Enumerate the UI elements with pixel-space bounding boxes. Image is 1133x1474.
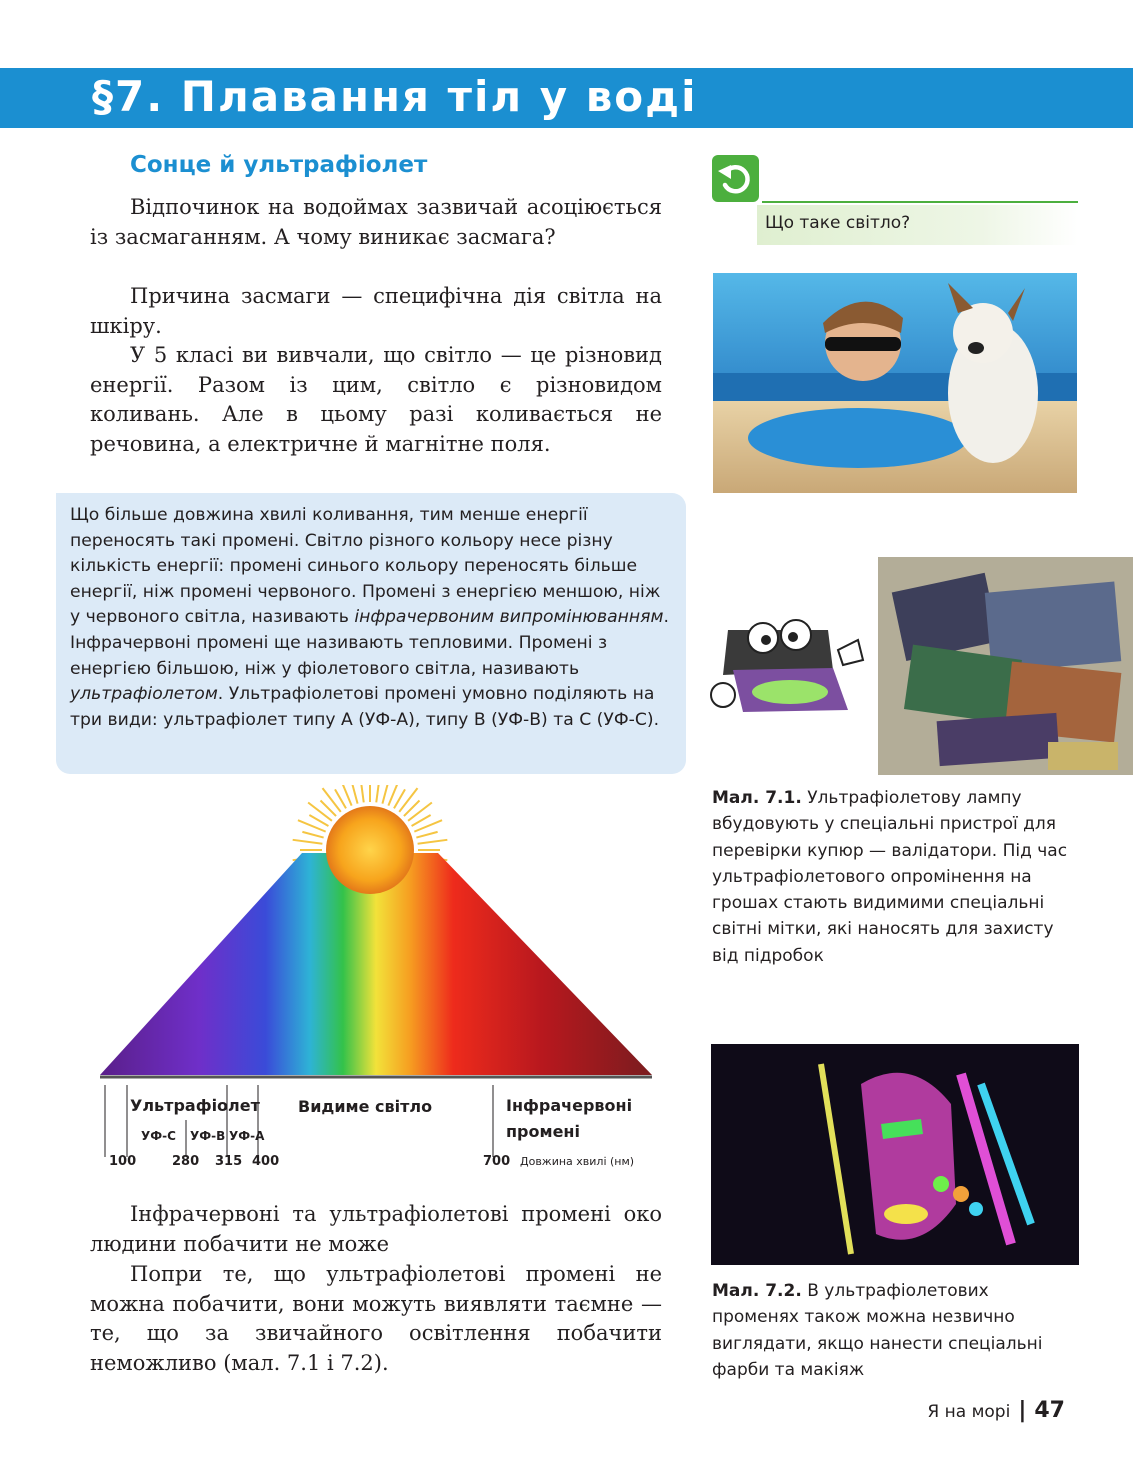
tick-400: 400 — [252, 1154, 280, 1169]
caption-fig-7-1 — [712, 785, 1080, 969]
info-text-part: . Інфрачервоні промені ще називають тепловими. Промені з енергією більшою, ніж у фіолетового світла, називають — [70, 607, 669, 679]
page-title: §7. Плавання тіл у воді — [92, 72, 698, 121]
caption-text: В ультрафіолетових променях також можна незвично виглядати, якщо нанести спеціальні фарби та макіяж — [712, 1281, 1043, 1380]
label-uvc: УФ-С — [141, 1129, 176, 1143]
sun-ray — [352, 785, 358, 804]
sun-ray — [323, 788, 341, 812]
info-text-part: . Ультрафіолетові промені умовно поділяють на три види: ультрафіолет типу А (УФ-А), типу В (УФ-В) та С (УФ-С). — [70, 684, 660, 730]
recall-question: Що таке світло? — [765, 213, 911, 233]
title-bar — [0, 68, 1133, 128]
term-ultraviolet: ультрафіолетом — [70, 684, 218, 705]
sun-ray — [293, 840, 323, 844]
sun-ray — [408, 803, 432, 821]
sun-ray — [302, 832, 323, 838]
caption-fig-7-2 — [712, 1278, 1080, 1383]
tick-100: 100 — [109, 1154, 137, 1169]
validator-cartoon — [708, 600, 873, 720]
section-heading: Сонце й ультрафіолет — [130, 152, 428, 178]
page-footer — [927, 1398, 1065, 1423]
sun-ray — [416, 832, 437, 838]
tick-700: 700 — [483, 1154, 511, 1169]
paragraph-1: Відпочинок на водоймах зазвичай асоціюється із засмаганням. А чому виникає засмага? — [90, 195, 662, 249]
sun-ray — [308, 803, 332, 821]
sun-ray — [399, 788, 417, 812]
beach-photo — [713, 273, 1077, 493]
recall-arrow-icon — [712, 155, 759, 202]
recall-box — [757, 205, 1078, 245]
label-uva: УФ-А — [229, 1129, 265, 1143]
recall-divider — [762, 201, 1078, 203]
paragraph-2: Причина засмаги — специфічна дія світла на шкіру. — [90, 284, 662, 338]
paragraph-4: Інфрачервоні та ультрафіолетові промені око людини побачити не може — [90, 1202, 662, 1256]
info-text — [70, 503, 670, 733]
footer-section: Я на морі — [927, 1402, 1011, 1422]
caption-text: Ультрафіолетову лампу вбудовують у спеціальні пристрої для перевірки купюр — валідатори. Під час ультрафіолетового опромінення на грошах стають видимими спеціальні світні мітки, які наносять для захисту від підробок — [712, 788, 1068, 966]
footer-separator: | — [1018, 1398, 1027, 1423]
tick-280: 280 — [172, 1154, 200, 1169]
tick-315: 315 — [215, 1154, 243, 1169]
axis-label: Довжина хвилі (нм) — [520, 1155, 635, 1168]
paragraph-5: Попри те, що ультрафіолетові промені не можна побачити, вони можуть виявляти таємне — те, що за звичайного освітлення побачити неможливо (мал. 7.1 і 7.2). — [90, 1262, 662, 1375]
caption-label: Мал. 7.1. — [712, 788, 802, 808]
sun-ray — [418, 840, 448, 844]
info-text-part: Що більше довжина хвилі коливання, тим менше енергії переносять такі промені. Світло різного кольору несе різну кількість енергії: промені синього кольору переносять більше енергії, ніж промені червоного. Промені з енергією меншою, ніж у червоного світла, називають — [70, 505, 661, 628]
label-visible-light: Видиме світло — [298, 1097, 433, 1116]
sun-icon — [326, 806, 414, 894]
label-ultraviolet: Ультрафіолет — [130, 1096, 260, 1115]
term-infrared: інфрачервоним випромінюванням — [354, 607, 664, 628]
label-uvb: УФ-В — [190, 1129, 226, 1143]
label-infrared-1: Інфрачервоні — [506, 1096, 633, 1115]
sun-ray — [360, 785, 364, 802]
paragraph-3: У 5 класі ви вивчали, що світло — це різновид енергії. Разом із цим, світло є різновидом коливань. Але в цьому разі коливається не речовина, а електричне й магнітне поля. — [90, 343, 662, 456]
label-infrared-2: промені — [506, 1122, 580, 1141]
sun-ray — [376, 785, 380, 802]
banknotes-photo — [878, 557, 1133, 775]
sun-ray — [382, 785, 388, 804]
info-box — [56, 493, 686, 774]
uv-makeup-photo — [711, 1044, 1079, 1265]
page-number: 47 — [1034, 1398, 1065, 1423]
spectrum-diagram — [90, 785, 655, 1174]
caption-label: Мал. 7.2. — [712, 1281, 802, 1301]
